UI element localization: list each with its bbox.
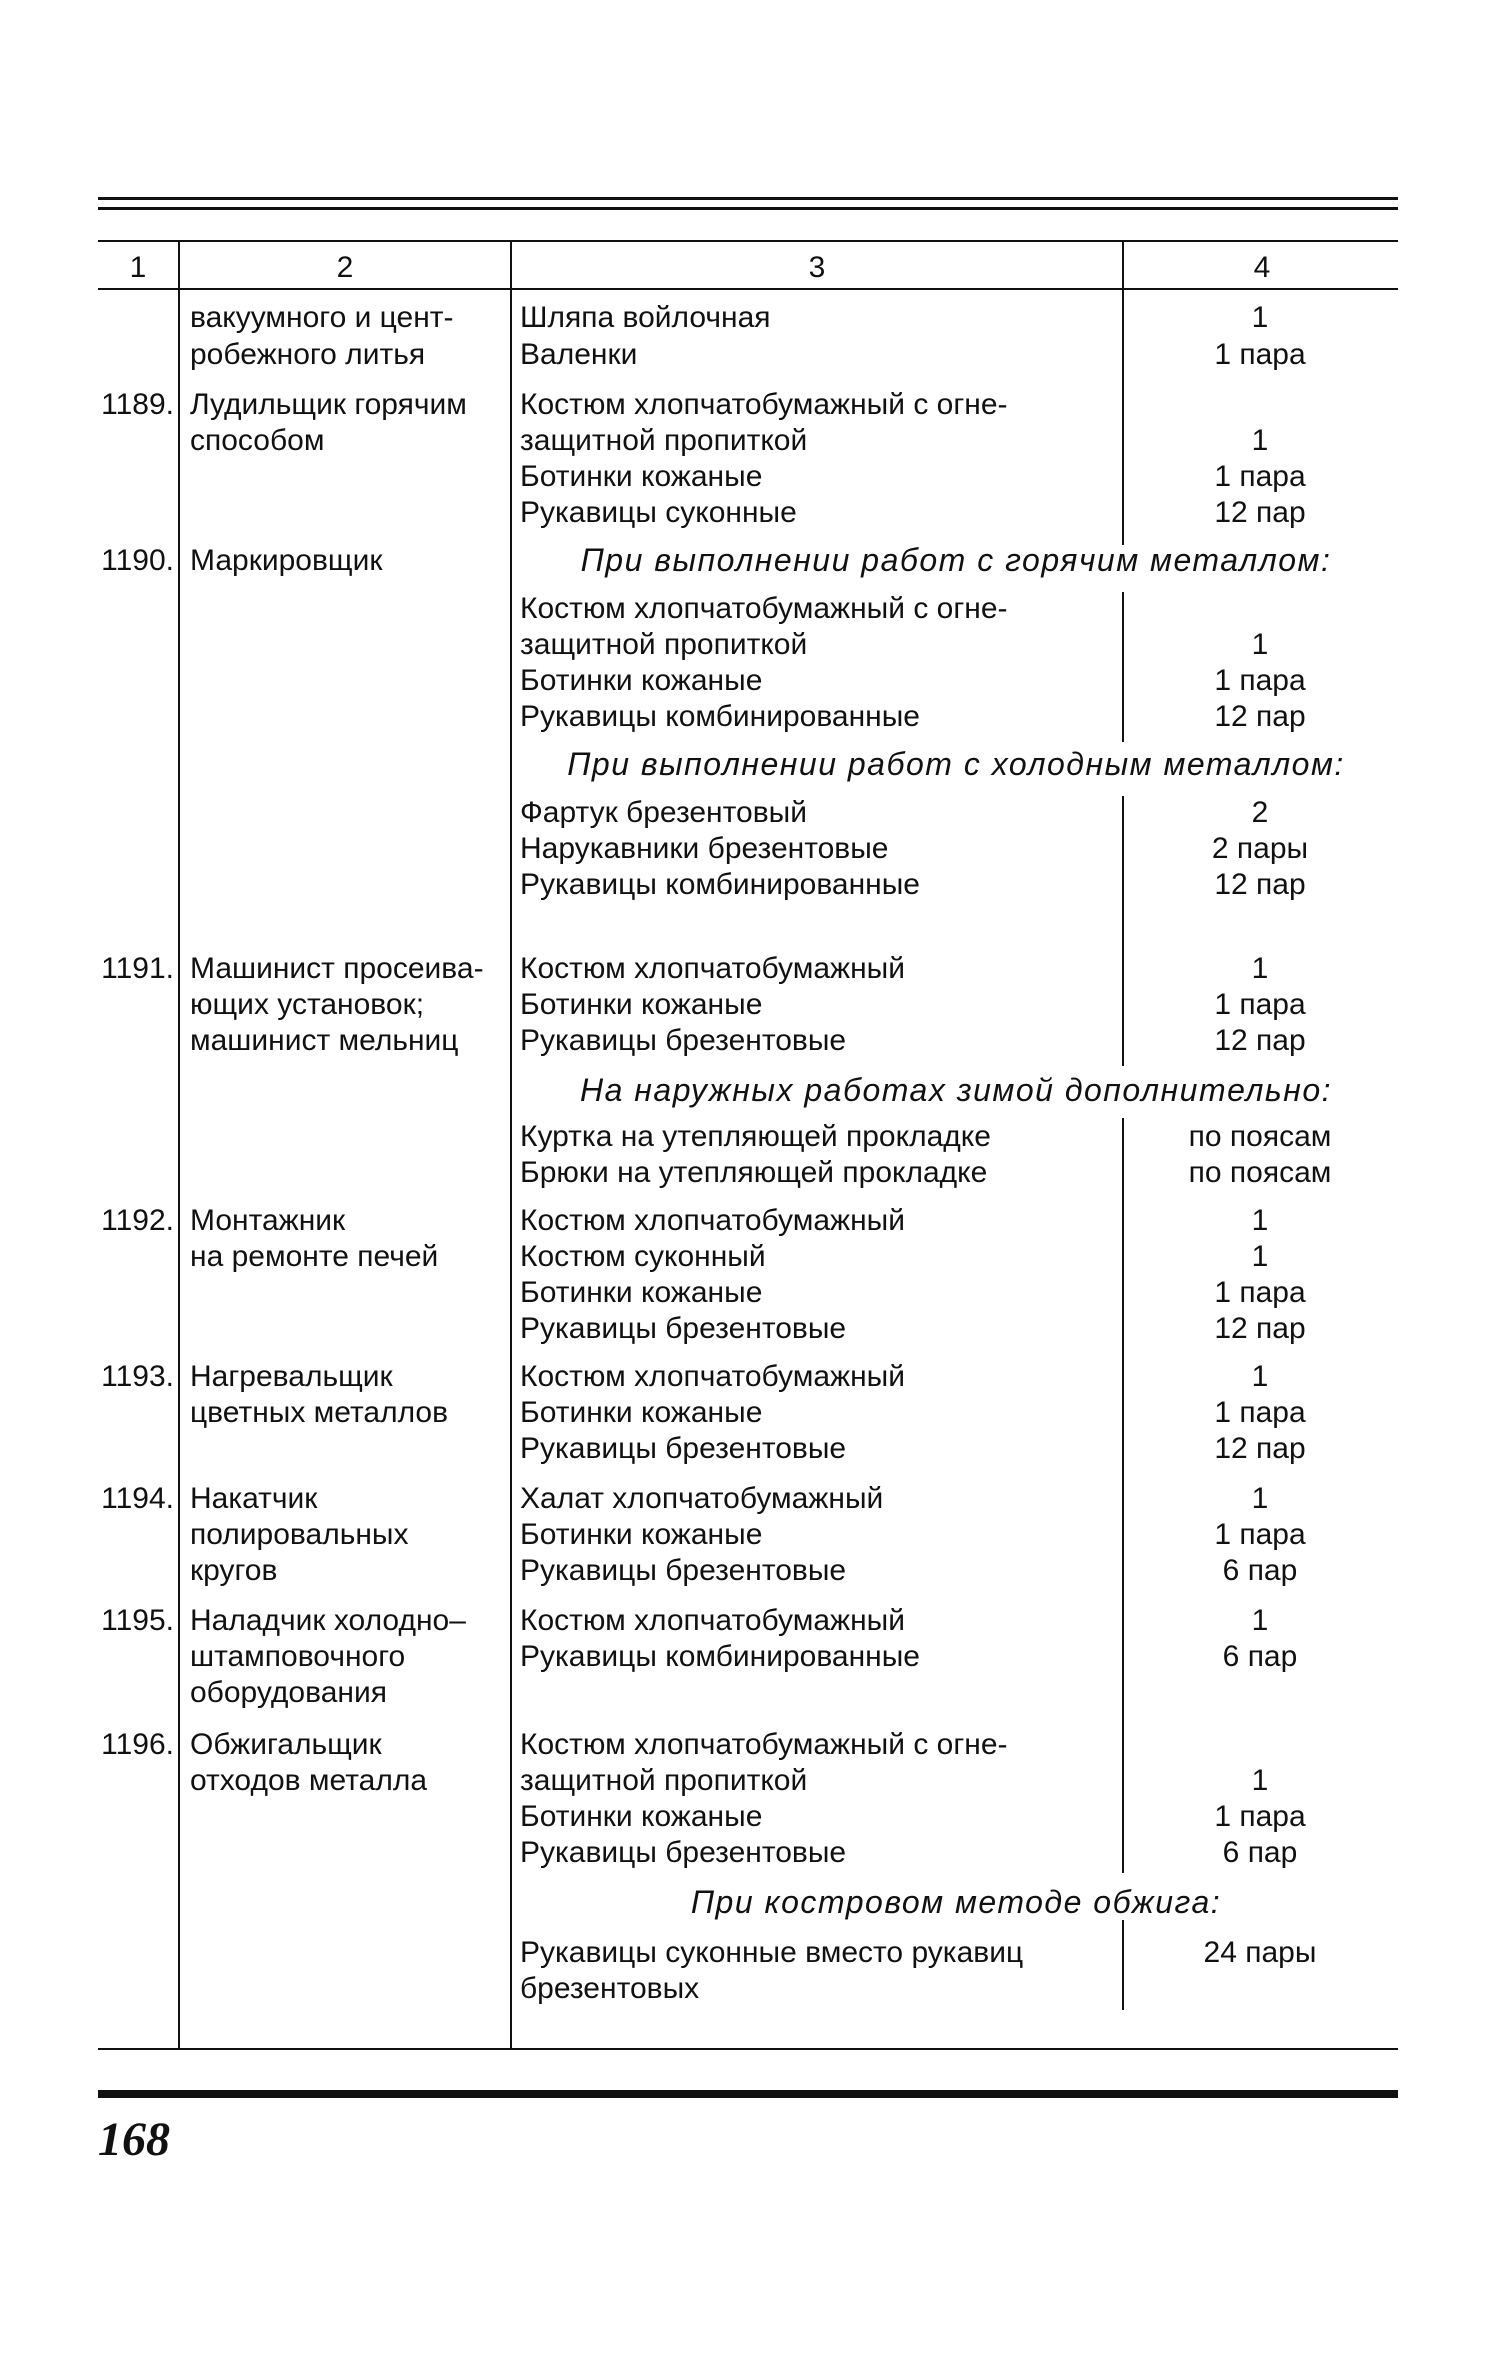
row-number: 1194. <box>101 1482 174 1515</box>
col-divider-2 <box>510 240 512 2050</box>
item-quantity: 12 пар <box>1214 1312 1306 1345</box>
profession-line: способом <box>190 424 325 457</box>
row-number: 1195. <box>101 1604 174 1637</box>
condition-subheading: При выполнении работ с горячим металлом: <box>580 542 1332 578</box>
top-rule-1 <box>98 197 1398 200</box>
footer-thick-rule <box>98 2090 1398 2098</box>
item-name: Нарукавники брезентовые <box>520 832 889 865</box>
item-name: Ботинки кожаные <box>520 1518 763 1551</box>
top-rule-2 <box>98 207 1398 210</box>
profession-line: Наладчик холодно– <box>190 1604 466 1637</box>
item-quantity: 12 пар <box>1214 1024 1306 1057</box>
item-quantity: 6 пар <box>1222 1836 1298 1869</box>
row-number: 1190. <box>101 544 174 577</box>
profession-line: Монтажник <box>190 1204 346 1237</box>
item-name: Рукавицы брезентовые <box>520 1432 847 1465</box>
item-name: Рукавицы брезентовые <box>520 1024 847 1057</box>
row-number: 1189. <box>101 388 174 421</box>
item-name: Костюм хлопчатобумажный <box>520 1604 905 1637</box>
item-name: защитной пропиткой <box>520 628 808 661</box>
item-quantity: 1 пара <box>1214 1518 1306 1551</box>
profession-line: Маркировщик <box>190 544 383 577</box>
profession-line: Машинист просеива- <box>190 952 484 985</box>
item-name: Ботинки кожаные <box>520 988 763 1021</box>
col-divider-1 <box>178 240 180 2050</box>
item-name: Рукавицы суконные <box>520 496 797 529</box>
header-col-3: 3 <box>808 251 826 284</box>
item-name: Костюм хлопчатобумажный с огне- <box>520 592 1008 625</box>
profession-line: машинист мельниц <box>190 1024 459 1057</box>
item-name: Рукавицы брезентовые <box>520 1554 847 1587</box>
item-quantity: 1 <box>1251 424 1269 457</box>
header-bottom-rule <box>98 288 1398 290</box>
profession-line: ющих установок; <box>190 988 425 1021</box>
item-name: Халат хлопчатобумажный <box>520 1482 884 1515</box>
item-quantity: по поясам <box>1188 1156 1332 1189</box>
item-name: Ботинки кожаные <box>520 1396 763 1429</box>
item-name: Костюм хлопчатобумажный <box>520 1204 905 1237</box>
item-name: Брюки на утепляющей прокладке <box>520 1156 988 1189</box>
item-name: Ботинки кожаные <box>520 1276 763 1309</box>
item-quantity: по поясам <box>1188 1120 1332 1153</box>
header-col-1: 1 <box>129 251 147 284</box>
item-name: Рукавицы брезентовые <box>520 1312 847 1345</box>
profession-line: отходов металла <box>190 1764 428 1797</box>
item-quantity: 1 <box>1251 1764 1269 1797</box>
item-quantity: 12 пар <box>1214 1432 1306 1465</box>
item-name: брезентовых <box>520 1972 700 2005</box>
item-name: Костюм хлопчатобумажный <box>520 952 905 985</box>
profession-line: робежного литья <box>190 338 426 371</box>
item-quantity: 24 пары <box>1203 1936 1317 1969</box>
item-quantity: 1 <box>1251 628 1269 661</box>
profession-line: кругов <box>190 1554 278 1587</box>
profession-line: на ремонте печей <box>190 1240 439 1273</box>
row-number: 1191. <box>101 952 174 985</box>
item-quantity: 1 пара <box>1214 1800 1306 1833</box>
item-quantity: 1 пара <box>1214 664 1306 697</box>
table-bottom-rule <box>98 2048 1398 2050</box>
condition-subheading: При выполнении работ с холодным металлом: <box>567 746 1345 782</box>
item-quantity: 12 пар <box>1214 868 1306 901</box>
item-name: защитной пропиткой <box>520 1764 808 1797</box>
profession-line: Нагревальщик <box>190 1360 393 1393</box>
item-name: Костюм хлопчатобумажный <box>520 1360 905 1393</box>
item-name: Костюм суконный <box>520 1240 766 1273</box>
item-quantity: 1 пара <box>1214 1276 1306 1309</box>
item-quantity: 1 пара <box>1214 338 1306 371</box>
item-quantity: 1 <box>1251 1360 1269 1393</box>
item-name: Шляпа войлочная <box>520 301 771 334</box>
profession-line: Лудильщик горячим <box>190 388 467 421</box>
item-name: Костюм хлопчатобумажный с огне- <box>520 388 1008 421</box>
profession-line: вакуумного и цент- <box>190 301 454 334</box>
row-number: 1192. <box>101 1204 174 1237</box>
profession-line: цветных металлов <box>190 1396 449 1429</box>
item-quantity: 1 пара <box>1214 988 1306 1021</box>
item-quantity: 1 <box>1251 1204 1269 1237</box>
item-quantity: 12 пар <box>1214 700 1306 733</box>
item-name: Ботинки кожаные <box>520 460 763 493</box>
page-number: 168 <box>98 2113 170 2166</box>
item-name: Рукавицы брезентовые <box>520 1836 847 1869</box>
header-col-4: 4 <box>1253 251 1271 284</box>
item-name: Фартук брезентовый <box>520 796 807 829</box>
item-quantity: 2 пары <box>1211 832 1309 865</box>
item-quantity: 1 <box>1251 952 1269 985</box>
item-name: Ботинки кожаные <box>520 664 763 697</box>
header-col-2: 2 <box>336 251 354 284</box>
item-name: Рукавицы суконные вместо рукавиц <box>520 1936 1024 1969</box>
item-name: Куртка на утепляющей прокладке <box>520 1120 991 1153</box>
item-quantity: 6 пар <box>1222 1554 1298 1587</box>
profession-line: оборудования <box>190 1676 387 1709</box>
item-quantity: 6 пар <box>1222 1640 1298 1673</box>
item-name: Рукавицы комбинированные <box>520 1640 920 1673</box>
item-quantity: 1 <box>1251 1604 1269 1637</box>
profession-line: штамповочного <box>190 1640 406 1673</box>
item-name: Валенки <box>520 338 638 371</box>
item-quantity: 2 <box>1251 796 1269 829</box>
header-top-rule <box>98 240 1398 242</box>
row-number: 1193. <box>101 1360 174 1393</box>
profession-line: полировальных <box>190 1518 409 1551</box>
item-quantity: 1 пара <box>1214 460 1306 493</box>
condition-subheading: На наружных работах зимой дополнительно: <box>579 1072 1333 1108</box>
item-quantity: 1 пара <box>1214 1396 1306 1429</box>
profession-line: Накатчик <box>190 1482 318 1515</box>
item-name: Ботинки кожаные <box>520 1800 763 1833</box>
profession-line: Обжигальщик <box>190 1728 382 1761</box>
item-name: Костюм хлопчатобумажный с огне- <box>520 1728 1008 1761</box>
item-name: защитной пропиткой <box>520 424 808 457</box>
item-quantity: 1 <box>1251 1482 1269 1515</box>
item-quantity: 12 пар <box>1214 496 1306 529</box>
item-quantity: 1 <box>1251 1240 1269 1273</box>
row-number: 1196. <box>101 1728 174 1761</box>
item-name: Рукавицы комбинированные <box>520 700 920 733</box>
item-name: Рукавицы комбинированные <box>520 868 920 901</box>
condition-subheading: При костровом методе обжига: <box>690 1884 1222 1920</box>
item-quantity: 1 <box>1251 301 1269 334</box>
